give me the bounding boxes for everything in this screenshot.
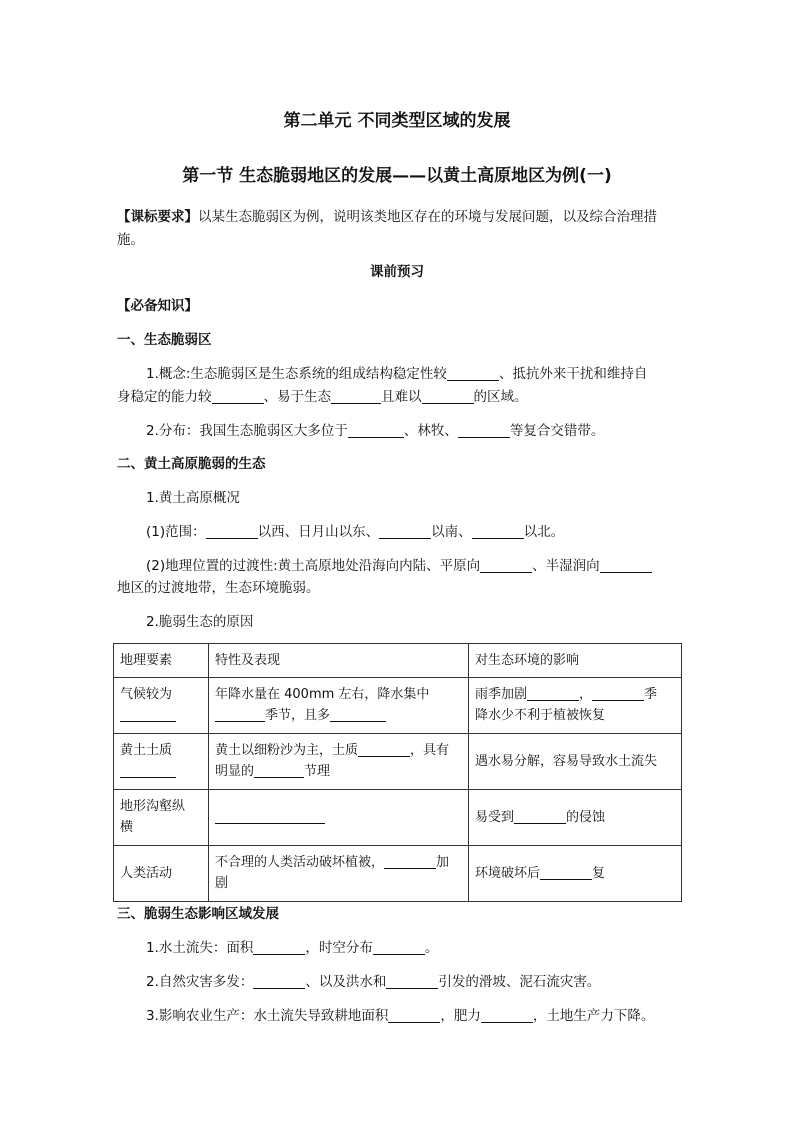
cell-text: 季节，且多 [265, 708, 331, 723]
fill-blank[interactable] [384, 854, 436, 869]
disaster-text: 引发的滑坡、泥石流灾害。 [438, 974, 601, 990]
part3-heading: 三、脆弱生态影响区域发展 [117, 906, 279, 922]
knowledge-heading: 【必备知识】 [117, 298, 198, 314]
transition-text: 、半湿润向 [532, 558, 600, 574]
fill-blank[interactable] [540, 865, 592, 880]
concept-text: 、易于生态 [263, 389, 331, 405]
table-cell: 遇水易分解，容易导致水土流失 [469, 734, 682, 790]
cell-text: ， [579, 687, 593, 702]
agriculture-text: 3.影响农业生产：水土流失导致耕地面积 [146, 1008, 389, 1024]
concept-text: 且难以 [381, 389, 422, 405]
fill-blank[interactable] [514, 809, 566, 824]
distribution-text: 等复合交错带。 [509, 423, 605, 439]
fill-blank[interactable] [481, 1008, 533, 1023]
cell-text: 明显的 [215, 764, 255, 779]
cell-text: 环境破坏后 [475, 866, 541, 881]
fill-blank[interactable] [592, 686, 644, 701]
disaster-text: 2.自然灾害多发： [146, 974, 254, 990]
fill-blank[interactable] [331, 389, 381, 404]
part1-heading: 一、生态脆弱区 [117, 332, 212, 348]
fill-blank[interactable] [527, 686, 579, 701]
concept-text: 1.概念:生态脆弱区是生态系统的组成结构稳定性较 [146, 366, 447, 382]
range-line [146, 520, 564, 544]
fill-blank[interactable] [388, 1008, 440, 1023]
cell-text: ，具有 [410, 743, 450, 758]
cell-text: 年降水量在 400mm 左右，降水集中 [215, 687, 430, 702]
table-cell [114, 790, 209, 846]
table-row [114, 734, 682, 790]
cell-text: 的侵蚀 [566, 810, 606, 825]
table-cell: 人类活动 [114, 846, 209, 902]
table-row [114, 678, 682, 734]
disaster-line [146, 970, 600, 994]
cell-text: 黄土土质 [120, 743, 173, 758]
concept-text: 身稳定的能力较 [117, 389, 212, 405]
cell-text: 降水少不利于植被恢复 [475, 708, 606, 723]
concept-line2 [117, 385, 528, 409]
table-header-cell: 对生态环境的影响 [469, 644, 682, 678]
erosion-text: ，时空分布 [305, 940, 373, 956]
fill-blank[interactable] [348, 423, 404, 438]
cell-text: 易受到 [475, 810, 515, 825]
cell-text: 黄土以细粉沙为主，土质 [215, 743, 359, 758]
fill-blank[interactable] [458, 423, 510, 438]
table-cell [114, 734, 209, 790]
fill-blank[interactable] [600, 558, 652, 573]
fill-blank[interactable] [472, 524, 524, 539]
cell-text: 加 [436, 855, 450, 870]
erosion-text: 。 [424, 940, 439, 956]
fill-blank[interactable] [422, 389, 474, 404]
requirement-label: 【课标要求】 [117, 209, 198, 225]
table-cell [469, 678, 682, 734]
fill-blank[interactable] [480, 558, 532, 573]
fill-blank[interactable] [253, 940, 305, 955]
table-cell [209, 678, 469, 734]
transition-line1 [146, 554, 652, 578]
table-cell [209, 734, 469, 790]
fill-blank[interactable] [206, 524, 258, 539]
table-header-cell: 地理要素 [114, 644, 209, 678]
table-row [114, 790, 682, 846]
table-header-row [114, 644, 682, 678]
cell-text: 横 [120, 820, 134, 835]
range-text: 以西、日月山以东、 [257, 524, 380, 540]
fill-blank[interactable] [215, 707, 265, 722]
cell-text: 不合理的人类活动破坏植被， [215, 855, 385, 870]
cell-text: 剧 [215, 876, 229, 891]
agriculture-text: ，肥力 [440, 1008, 481, 1024]
concept-text: 的区域。 [473, 389, 528, 405]
agriculture-line [146, 1004, 654, 1028]
cell-text: 节理 [304, 764, 331, 779]
fill-blank[interactable] [253, 974, 305, 989]
fill-blank[interactable] [120, 763, 176, 778]
fill-blank[interactable] [386, 974, 438, 989]
overview-line: 1.黄土高原概况 [146, 490, 240, 506]
range-text: (1)范围： [146, 524, 206, 540]
table-cell [469, 846, 682, 902]
concept-text: 、抵抗外来干扰和维持自 [498, 366, 648, 382]
erosion-text: 1.水土流失：面积 [146, 940, 254, 956]
cell-text: 地形沟壑纵 [120, 799, 186, 814]
requirement-line1 [117, 205, 657, 229]
fill-blank[interactable] [212, 389, 264, 404]
distribution-text: 、林牧、 [403, 423, 458, 439]
erosion-line [146, 936, 438, 960]
requirement-line2: 施。 [117, 232, 144, 248]
table-cell [114, 678, 209, 734]
fill-blank[interactable] [447, 366, 499, 381]
fill-blank[interactable] [379, 524, 431, 539]
fill-blank[interactable] [358, 742, 410, 757]
table-cell [209, 846, 469, 902]
reasons-table [113, 643, 682, 902]
reasons-line: 2.脆弱生态的原因 [146, 614, 254, 630]
range-text: 以北。 [523, 524, 565, 540]
cell-text: 季 [644, 687, 658, 702]
range-text: 以南、 [431, 524, 472, 540]
agriculture-text: ，土地生产力下降。 [532, 1008, 655, 1024]
transition-line2: 地区的过渡地带，生态环境脆弱。 [117, 580, 320, 596]
section-title: 第一节 生态脆弱地区的发展——以黄土高原地区为例(一) [182, 166, 612, 186]
table-row [114, 846, 682, 902]
transition-text: (2)地理位置的过渡性:黄土高原地处沿海向内陆、平原向 [146, 558, 481, 574]
part2-heading: 二、黄土高原脆弱的生态 [117, 456, 266, 472]
table-cell [469, 790, 682, 846]
cell-text: 气候较为 [120, 687, 173, 702]
cell-text: 雨季加剧 [475, 687, 528, 702]
unit-title: 第二单元 不同类型区域的发展 [283, 111, 511, 131]
requirement-text: 以某生态脆弱区为例，说明该类地区存在的环境与发展问题，以及综合治理措 [198, 209, 657, 225]
fill-blank[interactable] [215, 809, 325, 824]
concept-line1 [146, 362, 647, 386]
disaster-text: 、以及洪水和 [305, 974, 387, 990]
distribution-line [146, 419, 604, 443]
table-cell [209, 790, 469, 846]
fill-blank[interactable] [373, 940, 425, 955]
distribution-text: 2.分布：我国生态脆弱区大多位于 [146, 423, 348, 439]
fill-blank[interactable] [330, 707, 386, 722]
cell-text: 复 [592, 866, 606, 881]
preview-heading: 课前预习 [370, 264, 424, 280]
fill-blank[interactable] [254, 763, 304, 778]
table-header-cell: 特性及表现 [209, 644, 469, 678]
fill-blank[interactable] [120, 707, 176, 722]
